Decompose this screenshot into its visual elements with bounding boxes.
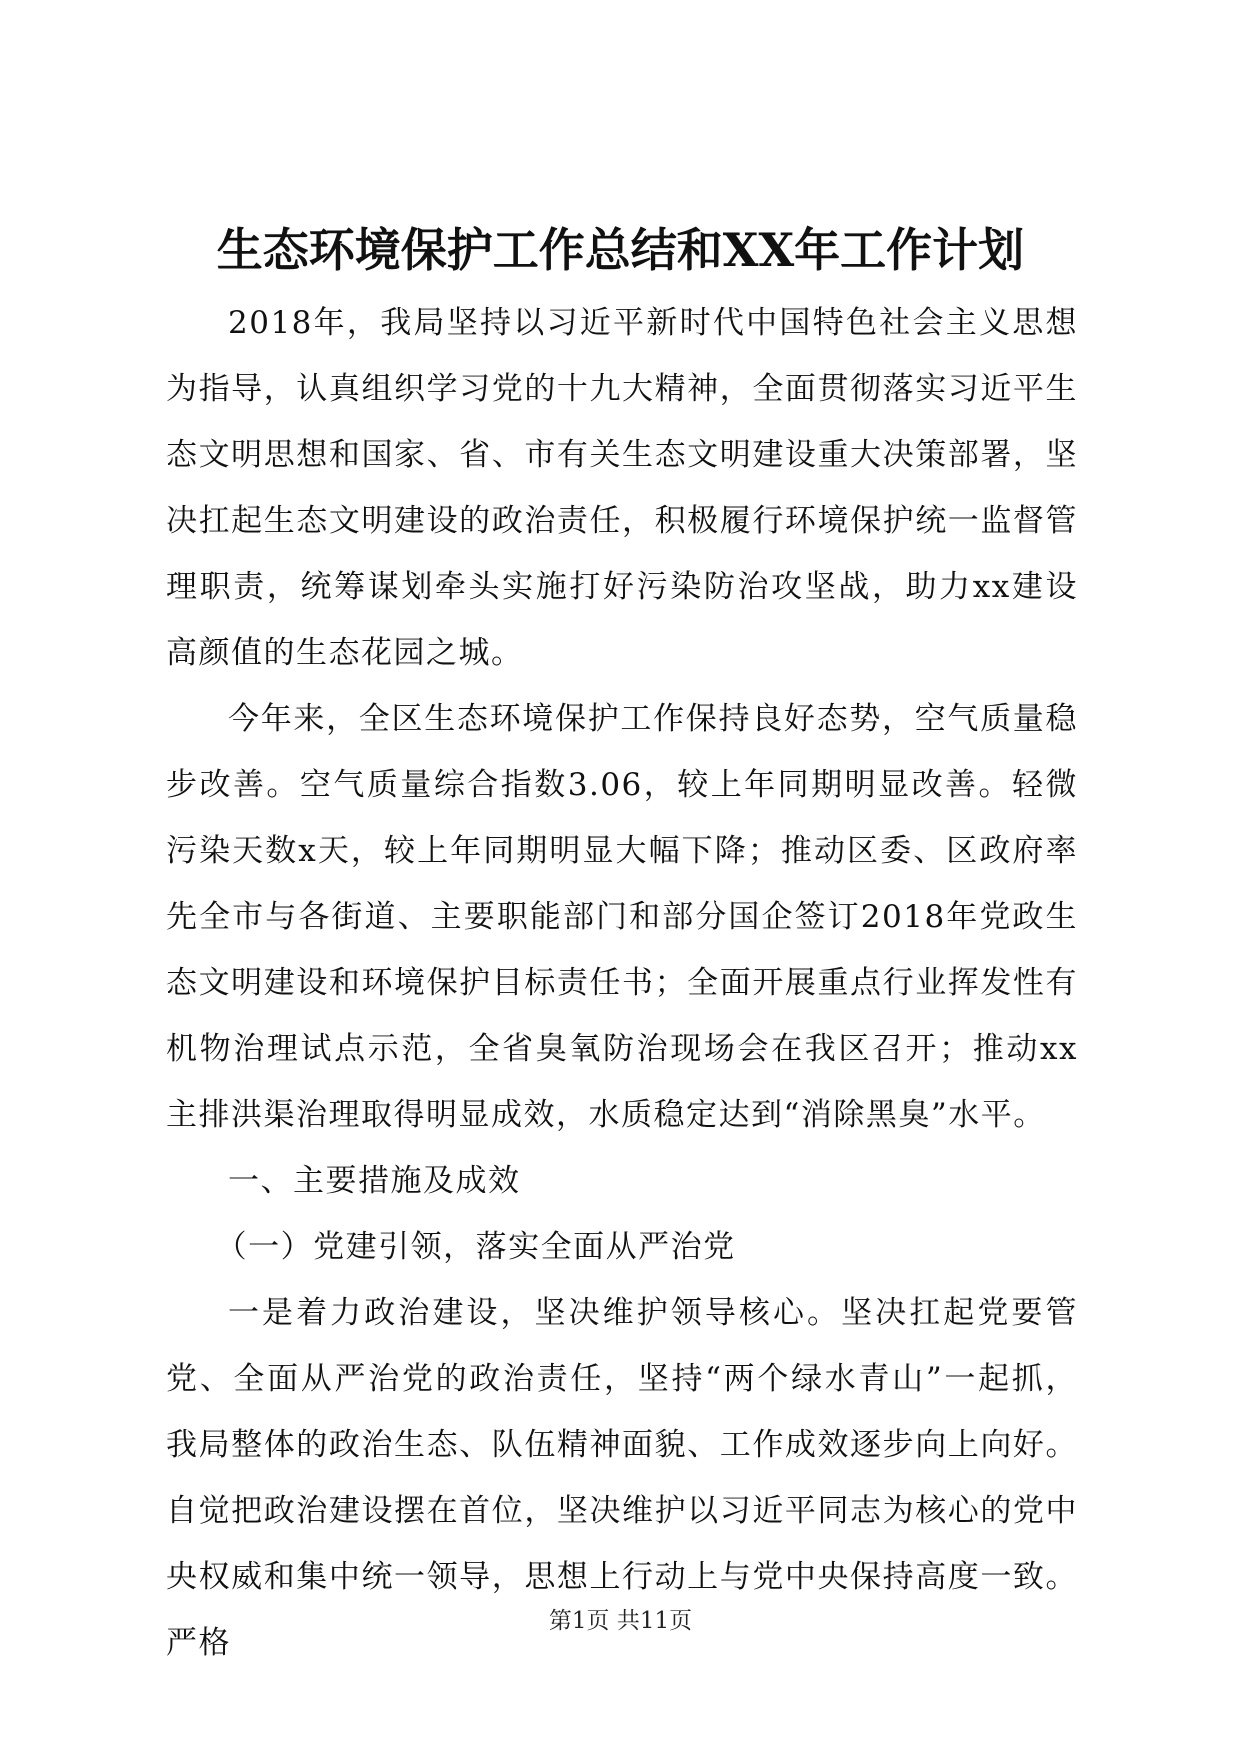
- paragraph-intro: 2018年，我局坚持以习近平新时代中国特色社会主义思想为指导，认真组织学习党的十九大精神，全面贯彻落实习近平生态文明思想和国家、省、市有关生态文明建设重大决策部署，坚决扛起生态文明建设的政治责任，积极履行环境保护统一监督管理职责，统筹谋划牵头实施打好污染防治攻坚战，助力xx建设高颜值的生态花园之城。: [166, 305, 1078, 671]
- subsection-heading: （一）党建引领，落实全面从严治党: [215, 1229, 736, 1265]
- section-heading: 一、主要措施及成效: [228, 1163, 521, 1199]
- document-body: [166, 290, 1078, 1676]
- document-title: 生态环境保护工作总结和XX年工作计划: [216, 223, 1025, 277]
- paragraph-party-building: 一是着力政治建设，坚决维护领导核心。坚决扛起党要管党、全面从严治党的政治责任，坚持“两个绿水青山”一起抓，我局整体的政治生态、队伍精神面貌、工作成效逐步向上向好。自觉把政治建设摆在首位，坚决维护以习近平同志为核心的党中央权威和集中统一领导，思想上行动上与党中央保持高度一致。严格: [166, 1295, 1078, 1661]
- page-number-footer: 第1页 共11页: [548, 1608, 693, 1634]
- paragraph-overview: 今年来，全区生态环境保护工作保持良好态势，空气质量稳步改善。空气质量综合指数3.06，较上年同期明显改善。轻微污染天数x天，较上年同期明显大幅下降；推动区委、区政府率先全市与各街道、主要职能部门和部分国企签订2018年党政生态文明建设和环境保护目标责任书；全面开展重点行业挥发性有机物治理试点示范，全省臭氧防治现场会在我区召开；推动xx主排洪渠治理取得明显成效，水质稳定达到“消除黑臭”水平。: [166, 701, 1078, 1133]
